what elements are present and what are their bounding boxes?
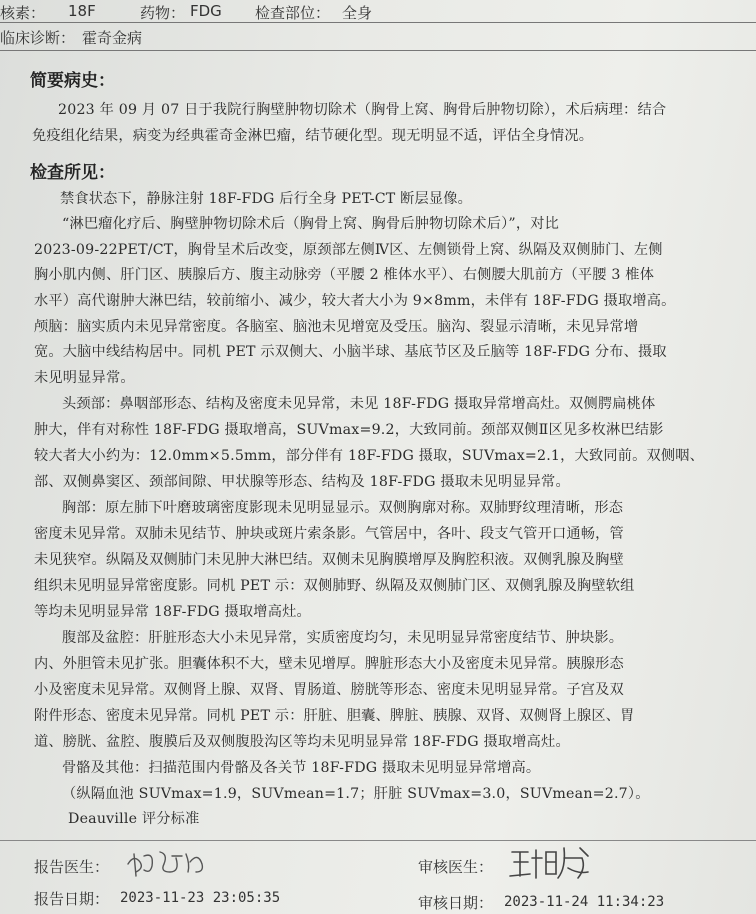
- history-line: 免疫组化结果，病变为经典霍奇金淋巴瘤，结节硬化型。现无明显不适，评估全身情况。: [32, 128, 594, 144]
- findings-line: 较大者大小约为：12.0mm×5.5mm，部分伴有 18F-FDG 摄取，SUVmax=2.1，大致同前。双侧咽、: [34, 448, 705, 464]
- findings-line: 等均未见明显异常 18F-FDG 摄取增高灶。: [34, 604, 311, 620]
- divider: [0, 22, 756, 23]
- findings-line: 水平）高代谢肿大淋巴结，较前缩小、减少，较大者大小为 9×8mm，未伴有 18F-FDG 摄取增高。: [34, 293, 676, 309]
- divider: [0, 840, 756, 841]
- review-date-label: 审核日期：: [418, 894, 494, 912]
- findings-line: Deauville 评分标准: [68, 811, 200, 827]
- findings-line: 肿大，伴有对称性 18F-FDG 摄取增高，SUVmax=9.2，大致同前。颈部双侧Ⅱ区见多枚淋巴结影: [34, 422, 664, 438]
- history-line: 2023 年 09 月 07 日于我院行胸壁肿物切除术（胸骨上窝、胸骨后肿物切除），术后病理：结合: [58, 102, 667, 118]
- findings-line: 道、膀胱、盆腔、腹膜后及双侧腹股沟区等均未见明显异常 18F-FDG 摄取增高灶。: [34, 734, 570, 750]
- nuclide-value: 18F: [68, 2, 96, 20]
- reporter-label: 报告医生：: [34, 858, 110, 876]
- reviewer-label: 审核医生：: [418, 858, 494, 876]
- exam-site-label: 检查部位：: [255, 4, 331, 22]
- reporter-signature: [120, 842, 210, 882]
- report-date: 2023-11-23 23:05:35: [120, 890, 281, 906]
- findings-line: 骨骼及其他：扫描范围内骨骼及各关节 18F-FDG 摄取未见明显异常增高。: [62, 760, 541, 776]
- drug-value: FDG: [190, 2, 222, 20]
- findings-title: 检查所见：: [30, 163, 115, 183]
- findings-line: 宽。大脑中线结构居中。同机 PET 示双侧大、小脑半球、基底节区及丘脑等 18F-FDG 分布、摄取: [34, 344, 667, 360]
- reviewer-signature: [506, 838, 596, 886]
- drug-label: 药物：: [140, 4, 186, 22]
- findings-line: 密度未见异常。双肺未见结节、肿块或斑片索条影。气管居中，各叶、段支气管开口通畅，管: [34, 526, 624, 542]
- findings-line: 未见明显异常。: [34, 370, 135, 386]
- findings-line: 组织未见明显异常密度影。同机 PET 示：双侧肺野、纵隔及双侧肺门区、双侧乳腺及胸壁软组: [34, 578, 635, 594]
- nuclide-label: 核素：: [0, 4, 46, 22]
- review-date: 2023-11-24 11:34:23: [504, 894, 665, 910]
- diagnosis-label: 临床诊断：: [0, 29, 76, 47]
- exam-site-value: 全身: [342, 4, 373, 22]
- findings-line: 小及密度未见异常。双侧肾上腺、双肾、胃肠道、膀胱等形态、密度未见明显异常。子宫及双: [34, 682, 624, 698]
- findings-line: 部、双侧鼻窦区、颈部间隙、甲状腺等形态、结构及 18F-FDG 摄取未见明显异常。: [34, 474, 570, 490]
- findings-line: 未见狭窄。纵隔及双侧肺门未见肿大淋巴结。双侧未见胸膜增厚及胸腔积液。双侧乳腺及胸壁: [34, 552, 624, 568]
- findings-line: 腹部及盆腔：肝脏形态大小未见异常，实质密度均匀，未见明显异常密度结节、肿块影。: [62, 630, 624, 646]
- divider: [0, 50, 756, 51]
- findings-line: 禁食状态下，静脉注射 18F-FDG 后行全身 PET-CT 断层显像。: [60, 191, 473, 207]
- history-title: 简要病史：: [30, 71, 115, 91]
- findings-line: 2023-09-22PET/CT，胸骨呈术后改变，原颈部左侧Ⅳ区、左侧锁骨上窝、纵隔及双侧肺门、左侧: [34, 242, 663, 258]
- findings-line: 头颈部：鼻咽部形态、结构及密度未见异常，未见 18F-FDG 摄取异常增高灶。双侧腭扁桃体: [62, 396, 656, 412]
- findings-line: 附件形态、密度未见异常。同机 PET 示：肝脏、胆囊、脾脏、胰腺、双肾、双侧肾上腺区、胃: [34, 708, 635, 724]
- diagnosis-value: 霍奇金病: [82, 29, 143, 47]
- findings-line: 内、外胆管未见扩张。胆囊体积不大，壁未见增厚。脾脏形态大小及密度未见异常。胰腺形态: [34, 656, 624, 672]
- findings-line: 颅脑：脑实质内未见异常密度。各脑室、脑池未见增宽及受压。脑沟、裂显示清晰，未见异常增: [34, 319, 639, 335]
- findings-line: 胸小肌内侧、肝门区、胰腺后方、腹主动脉旁（平腰 2 椎体水平）、右侧腰大肌前方（平腰 3 椎体: [34, 267, 655, 283]
- findings-line: （纵隔血池 SUVmax=1.9，SUVmean=1.7；肝脏 SUVmax=3.0，SUVmean=2.7）。: [62, 786, 650, 802]
- findings-line: 胸部：原左肺下叶磨玻璃密度影现未见明显显示。双侧胸廓对称。双肺野纹理清晰，形态: [62, 500, 624, 516]
- report-date-label: 报告日期：: [34, 890, 110, 908]
- findings-line: “淋巴瘤化疗后、胸壁肿物切除术后（胸骨上窝、胸骨后肿物切除术后）”，对比: [62, 216, 559, 232]
